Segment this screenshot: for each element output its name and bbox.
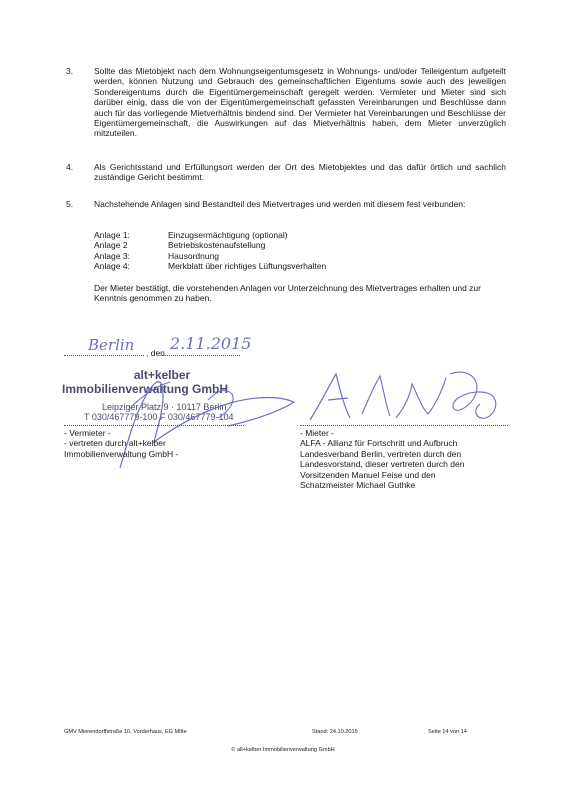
list-item: Anlage 2 Betriebskostenaufstellung — [94, 240, 266, 251]
tenant-line: Landesverband Berlin, vertreten durch den — [300, 448, 462, 459]
stamp-address: Leipziger Platz 9 · 10117 Berlin — [102, 402, 227, 412]
footer-page: Seite 14 von 14 — [428, 729, 467, 735]
section-3 — [66, 66, 506, 152]
tenant-signature-icon — [300, 360, 520, 430]
handwritten-date: 2.11.2015 — [170, 334, 252, 353]
landlord-represented: - vertreten durch alt+kelber — [64, 438, 166, 449]
landlord-signature-line — [64, 425, 244, 426]
stamp-phone: T 030/467779-100 F 030/467779-104 — [84, 412, 234, 422]
section-text: Nachstehende Anlagen sind Bestandteil des Mietvertrages und werden mit diesem fest verbunden: — [94, 199, 466, 209]
list-item: Anlage 4: Merkblatt über richtiges Lüftungsverhalten — [94, 261, 327, 272]
section-text: Als Gerichtsstand und Erfüllungsort werden der Ort des Mietobjektes und das dafür örtlich und sachlich zuständige Gericht bestimmt. — [94, 162, 506, 183]
section-number: 4. — [66, 162, 74, 172]
footer-address: GMV Mierendorffstraße 10, Vorderhaus, EG Mitte — [64, 729, 187, 735]
section-text: Sollte das Mietobjekt nach dem Wohnungseigentumsgesetz in Wohnungs- und/oder Teileigentum aufgeteilt werden, können Nutzung und Gebrauch des gemeinschaftlichen Eigentums sowie auch des jeweiligen Sondereigentums durch die Eigentümergemeinschaft geregelt werden. Vermieter und Mieter sind sich darüber einig, dass die von der Eigentümergemeinschaft gefassten Vereinbarungen und Beschlüsse dann auch für das vorliegende Mietverhältnis bindend sind. Der Vermieter hat Vereinbarungen und Beschlüsse der Eigentümergemeinschaft, die Auswirkungen auf das Mietverhältnis haben, dem Mieter unverzüglich mitzuteilen. — [94, 66, 506, 139]
stamp-brand: alt+kelber — [133, 368, 191, 382]
list-item: Anlage 3: Hausordnung — [94, 250, 220, 261]
tenant-line: Landesvorstand, dieser vertreten durch den — [300, 459, 465, 470]
section-5 — [66, 199, 506, 223]
section-4 — [66, 162, 506, 186]
den-label: , den — [146, 348, 165, 358]
footer-stand: Stand: 24.10.2015 — [312, 729, 358, 735]
section-number: 5. — [66, 199, 74, 209]
tenant-line: Vorsitzenden Manuel Feise und den — [300, 469, 436, 480]
tenant-block — [300, 428, 464, 490]
handwritten-place: Berlin — [88, 336, 135, 354]
anlagen-list — [94, 230, 326, 272]
tenant-line: ALFA - Allianz für Fortschritt und Aufbruch — [300, 438, 458, 449]
footer-copyright: © alt+kelber Immobilienverwaltung GmbH — [231, 747, 335, 753]
landlord-company: Immobilienverwaltung GmbH - — [64, 448, 179, 459]
section-number: 3. — [66, 66, 74, 76]
tenant-role: - Mieter - — [300, 428, 334, 438]
landlord-role: - Vermieter - — [64, 428, 111, 438]
list-item: Anlage 1: Einzugsermächtigung (optional) — [94, 230, 288, 240]
tenant-signature-line — [300, 425, 508, 426]
confirmation-text: Der Mieter bestätigt, die vorstehenden Anlagen vor Unterzeichnung des Mietvertrages erhalten und zur Kenntnis genommen zu haben. — [94, 283, 481, 304]
stamp-company: Immobilienverwaltung GmbH — [62, 382, 229, 396]
tenant-line: Schatzmeister Michael Guthke — [300, 480, 416, 491]
landlord-block — [64, 428, 178, 459]
